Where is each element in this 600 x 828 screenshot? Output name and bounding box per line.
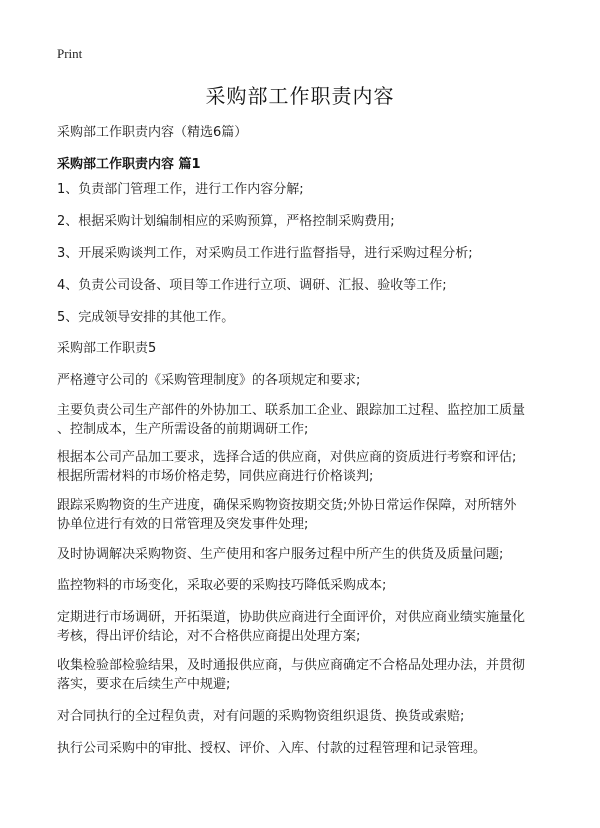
paragraph	[57, 371, 557, 390]
paragraph-line: 5、完成领导安排的其他工作。	[57, 310, 235, 325]
section-heading: 采购部工作职责内容 篇1	[57, 157, 201, 172]
paragraph-line: 1、负责部门管理工作，进行工作内容分解;	[57, 182, 304, 197]
paragraph	[57, 739, 557, 758]
paragraph	[57, 276, 557, 295]
paragraph	[57, 180, 557, 199]
paragraph-line: 执行公司采购中的审批、授权、评价、入库、付款的过程管理和记录管理。	[57, 741, 487, 756]
paragraph-line: 4、负责公司设备、项目等工作进行立项、调研、汇报、验收等工作;	[57, 278, 447, 293]
paragraph-line: 根据所需材料的市场价格走势，同供应商进行价格谈判;	[57, 469, 374, 484]
paragraph-line: 采购部工作职责5	[57, 341, 157, 356]
paragraph	[57, 707, 557, 726]
paragraph-line: 定期进行市场调研，开拓渠道，协助供应商进行全面评价，对供应商业绩实施量化	[57, 610, 526, 625]
paragraph-line: 协单位进行有效的日常管理及突发事件处理;	[57, 517, 309, 532]
paragraph	[57, 496, 557, 534]
paragraph	[57, 448, 557, 486]
paragraph-line: 收集检验部检验结果，及时通报供应商，与供应商确定不合格品处理办法，并贯彻	[57, 658, 526, 673]
paragraph-line: 跟踪采购物资的生产进度，确保采购物资按期交货;外协日常运作保障，对所辖外	[57, 498, 517, 513]
paragraph-line: 考核，得出评价结论，对不合格供应商提出处理方案;	[57, 629, 361, 644]
paragraph-line: 主要负责公司生产部件的外协加工、联系加工企业、跟踪加工过程、监控加工质量	[57, 403, 526, 418]
paragraph	[57, 656, 557, 694]
paragraph	[57, 339, 557, 358]
paragraph-line: 根据本公司产品加工要求，选择合适的供应商，对供应商的资质进行考察和评估;	[57, 450, 517, 465]
paragraph-line: 落实，要求在后续生产中规避;	[57, 677, 231, 692]
paragraph	[57, 308, 557, 327]
paragraph	[57, 212, 557, 231]
paragraph-line: 严格遵守公司的《采购管理制度》的各项规定和要求;	[57, 373, 361, 388]
paragraph-line: 、控制成本，生产所需设备的前期调研工作;	[57, 422, 309, 437]
page-title: 采购部工作职责内容	[205, 84, 395, 108]
paragraph-line: 监控物料的市场变化，采取必要的采购技巧降低采购成本;	[57, 578, 387, 593]
paragraph	[57, 244, 557, 263]
paragraph-line: 对合同执行的全过程负责，对有问题的采购物资组织退货、换货或索赔;	[57, 709, 465, 724]
paragraph	[57, 608, 557, 646]
print-link[interactable]: Print	[57, 46, 83, 61]
paragraph	[57, 401, 557, 439]
paragraph-line: 2、根据采购计划编制相应的采购预算，严格控制采购费用;	[57, 214, 395, 229]
paragraph	[57, 545, 557, 564]
paragraph-line: 3、开展采购谈判工作，对采购员工作进行监督指导，进行采购过程分析;	[57, 246, 473, 261]
paragraph	[57, 576, 557, 595]
paragraph-line: 及时协调解决采购物资、生产使用和客户服务过程中所产生的供货及质量问题;	[57, 547, 504, 562]
document-subtitle: 采购部工作职责内容（精选6篇）	[57, 125, 248, 140]
